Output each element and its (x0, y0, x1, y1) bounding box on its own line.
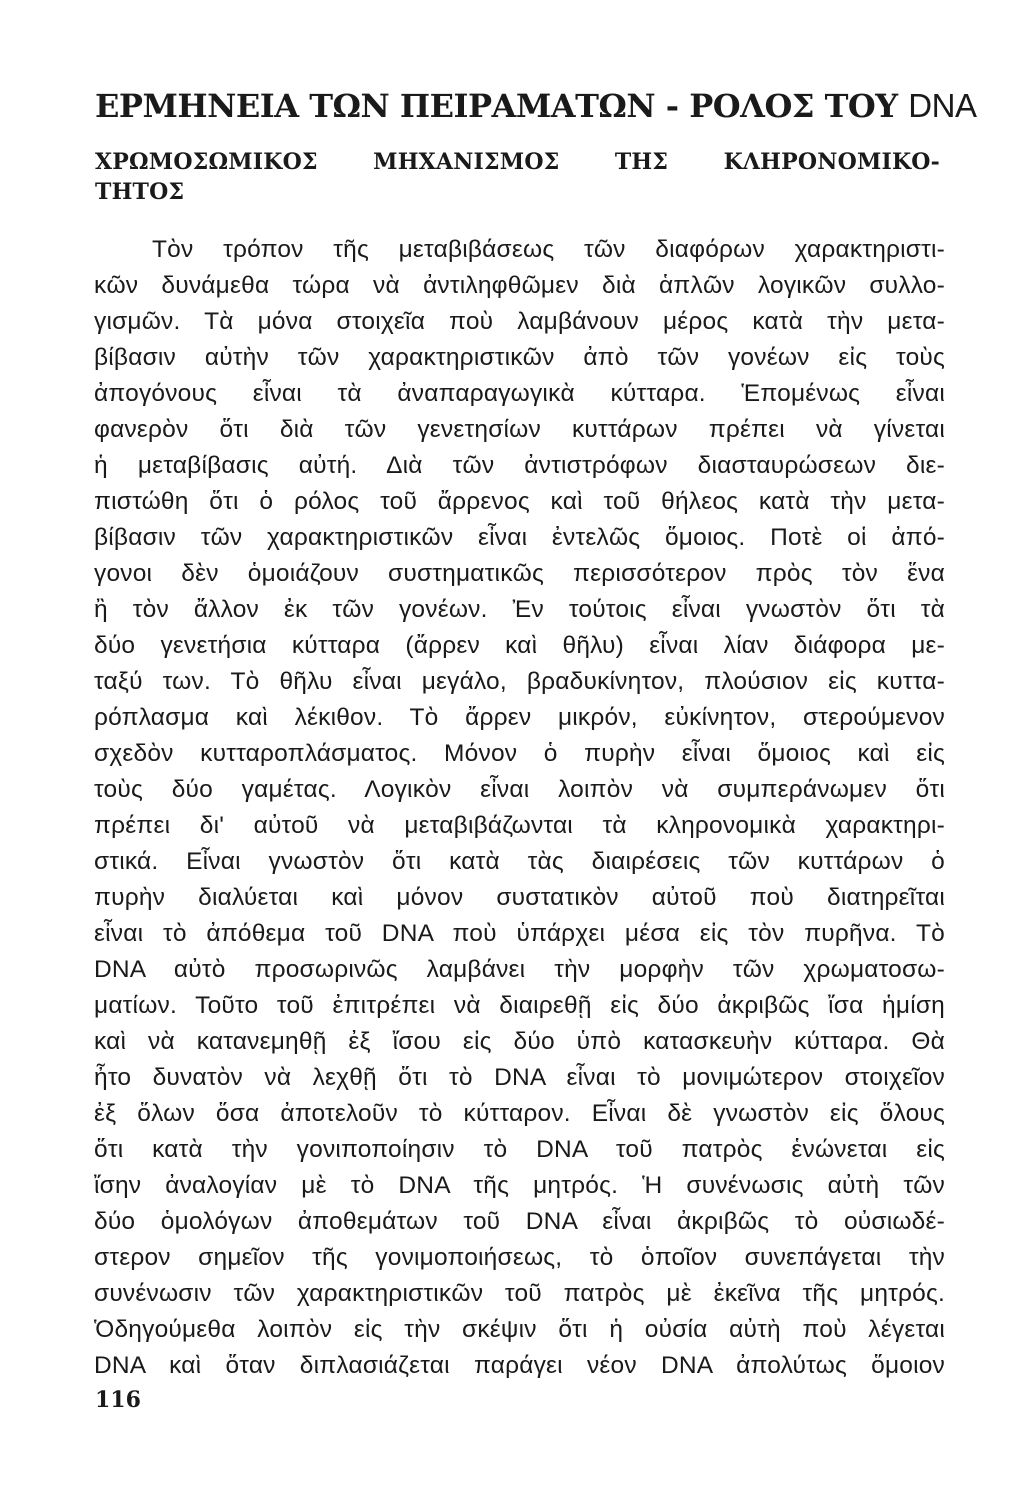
text-line: ὅτι κατὰ τὴν γονιποποίησιν τὸ DNA τοῦ πατρὸς ἑνώνεται εἰς (94, 1136, 945, 1163)
chapter-title-text: ΕΡΜΗΝΕΙΑ ΤΩΝ ΠΕΙΡΑΜΑΤΩΝ - ΡΟΛΟΣ ΤΟΥ (95, 87, 909, 125)
text-line: πρέπει δι' αὐτοῦ νὰ μεταβιβάζωνται τὰ κληρονομικὰ χαρακτηρι- (94, 812, 945, 839)
chapter-title (95, 86, 977, 126)
text-line: εἶναι τὸ ἀπόθεμα τοῦ DNA ποὺ ὑπάρχει μέσα εἰς τὸν πυρῆνα. Τὸ (94, 920, 945, 947)
text-line: ἴσην ἀναλογίαν μὲ τὸ DNA τῆς μητρός. Ἡ συνένωσις αὐτὴ τῶν (94, 1172, 945, 1199)
text-line: DNA αὐτὸ προσωρινῶς λαμβάνει τὴν μορφὴν τῶν χρωματοσω- (94, 956, 945, 983)
text-line: ἡ μεταβίβασις αὐτή. Διὰ τῶν ἀντιστρόφων διασταυρώσεων διε- (94, 452, 945, 479)
text-line: ἐξ ὅλων ὅσα ἀποτελοῦν τὸ κύτταρον. Εἶναι δὲ γνωστὸν εἰς ὅλους (94, 1100, 945, 1127)
body-paragraph (94, 232, 945, 1384)
text-line: ἢ τὸν ἄλλον ἐκ τῶν γονέων. Ἐν τούτοις εἶναι γνωστὸν ὅτι τὰ (94, 596, 945, 623)
text-line: τοὺς δύο γαμέτας. Λογικὸν εἶναι λοιπὸν νὰ συμπεράνωμεν ὅτι (94, 776, 945, 803)
section-title-line-2: ΤΗΤΟΣ (95, 179, 185, 205)
text-line: στερον σημεῖον τῆς γονιμοποιήσεως, τὸ ὁποῖον συνεπάγεται τὴν (94, 1244, 945, 1271)
text-line: πιστώθη ὅτι ὁ ρόλος τοῦ ἄρρενος καὶ τοῦ θήλεος κατὰ τὴν μετα- (94, 488, 945, 515)
section-title-line-1: ΧΡΩΜΟΣΩΜΙΚΟΣ ΜΗΧΑΝΙΣΜΟΣ ΤΗΣ ΚΛΗΡΟΝΟΜΙΚΟ- (95, 149, 940, 175)
text-line: DNA καὶ ὅταν διπλασιάζεται παράγει νέον DNA ἀπολύτως ὅμοιον (94, 1352, 945, 1379)
text-line: δύο ὁμολόγων ἀποθεμάτων τοῦ DNA εἶναι ἀκριβῶς τὸ οὐσιωδέ- (94, 1208, 945, 1235)
text-line: Ὁδηγούμεθα λοιπὸν εἰς τὴν σκέψιν ὅτι ἡ οὐσία αὐτὴ ποὺ λέγεται (94, 1316, 945, 1343)
text-line: συνένωσιν τῶν χαρακτηριστικῶν τοῦ πατρὸς μὲ ἐκεῖνα τῆς μητρός. (94, 1280, 945, 1307)
chapter-title-dna: DNA (908, 87, 977, 124)
text-line: καὶ νὰ κατανεμηθῇ ἐξ ἴσου εἰς δύο ὑπὸ κατασκευὴν κύτταρα. Θὰ (94, 1028, 945, 1055)
text-line: στικά. Εἶναι γνωστὸν ὅτι κατὰ τὰς διαιρέσεις τῶν κυττάρων ὁ (94, 848, 945, 875)
text-line: βίβασιν αὐτὴν τῶν χαρακτηριστικῶν ἀπὸ τῶν γονέων εἰς τοὺς (94, 344, 945, 371)
text-line: ταξύ των. Τὸ θῆλυ εἶναι μεγάλο, βραδυκίνητον, πλούσιον εἰς κυττα- (94, 668, 945, 695)
text-line: κῶν δυνάμεθα τώρα νὰ ἀντιληφθῶμεν διὰ ἁπλῶν λογικῶν συλλο- (94, 272, 945, 299)
section-title (95, 147, 940, 207)
text-line: δύο γενετήσια κύτταρα (ἄρρεν καὶ θῆλυ) εἶναι λίαν διάφορα με- (94, 632, 945, 659)
text-line: ἀπογόνους εἶναι τὰ ἀναπαραγωγικὰ κύτταρα. Ἑπομένως εἶναι (94, 380, 945, 407)
text-line: πυρὴν διαλύεται καὶ μόνον συστατικὸν αὐτοῦ ποὺ διατηρεῖται (94, 884, 945, 911)
text-line: ἦτο δυνατὸν νὰ λεχθῇ ὅτι τὸ DNA εἶναι τὸ μονιμώτερον στοιχεῖον (94, 1064, 945, 1091)
text-line: Τὸν τρόπον τῆς μεταβιβάσεως τῶν διαφόρων χαρακτηριστι- (152, 236, 945, 263)
text-line: ρόπλασμα καὶ λέκιθον. Τὸ ἄρρεν μικρόν, εὐκίνητον, στερούμενον (94, 704, 945, 731)
text-line: σχεδὸν κυτταροπλάσματος. Μόνον ὁ πυρὴν εἶναι ὅμοιος καὶ εἰς (94, 740, 945, 767)
text-line: γονοι δὲν ὁμοιάζουν συστηματικῶς περισσότερον πρὸς τὸν ἕνα (94, 560, 945, 587)
text-line: βίβασιν τῶν χαρακτηριστικῶν εἶναι ἐντελῶς ὅμοιος. Ποτὲ οἱ ἀπό- (94, 524, 945, 551)
page-number: 116 (95, 1387, 141, 1413)
text-line: ματίων. Τοῦτο τοῦ ἐπιτρέπει νὰ διαιρεθῇ εἰς δύο ἀκριβῶς ἴσα ἡμίση (94, 992, 945, 1019)
text-line: φανερὸν ὅτι διὰ τῶν γενετησίων κυττάρων πρέπει νὰ γίνεται (94, 416, 945, 443)
text-line: γισμῶν. Τὰ μόνα στοιχεῖα ποὺ λαμβάνουν μέρος κατὰ τὴν μετα- (94, 308, 945, 335)
